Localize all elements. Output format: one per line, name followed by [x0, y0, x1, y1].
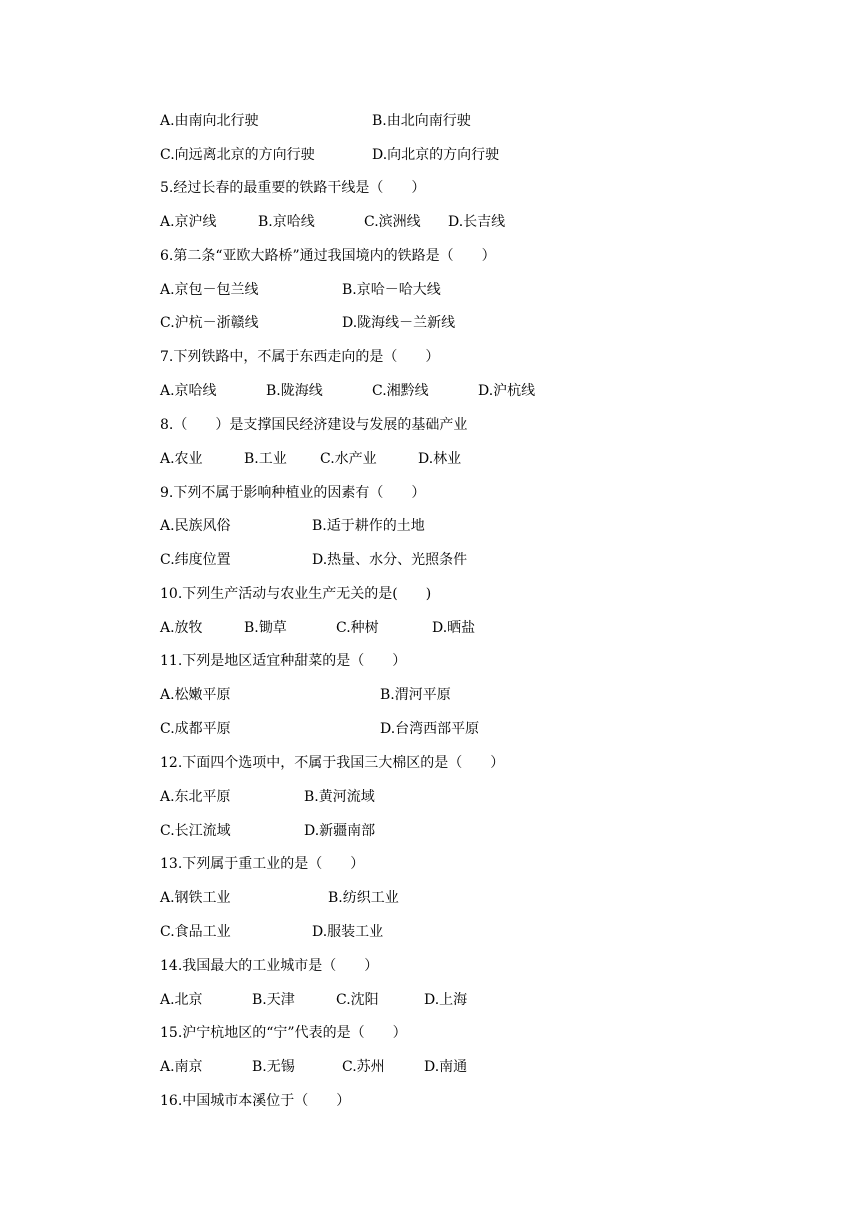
option-d: D.上海 [424, 992, 468, 1008]
question-text: 5.经过长春的最重要的铁路干线是（ ） [160, 180, 426, 196]
option-a: A.京沪线 [160, 214, 217, 230]
option-b: B.适于耕作的土地 [312, 518, 425, 534]
option-a: C.成都平原 [160, 721, 231, 737]
option-c: C.沈阳 [336, 992, 379, 1008]
option-b: B.无锡 [252, 1059, 295, 1075]
option-a: A.由南向北行驶 [160, 113, 259, 129]
option-c: C.湘黔线 [372, 383, 429, 399]
option-a: C.纬度位置 [160, 552, 231, 568]
option-b: B.陇海线 [266, 383, 323, 399]
option-a: A.京哈线 [160, 383, 217, 399]
option-c: C.种树 [336, 620, 379, 636]
option-c: C.水产业 [320, 451, 377, 467]
option-b: B.纺织工业 [328, 890, 399, 906]
option-a: A.北京 [160, 992, 203, 1008]
option-b: D.新疆南部 [304, 823, 376, 839]
option-a: C.向远离北京的方向行驶 [160, 147, 315, 163]
option-a: C.沪杭－浙赣线 [160, 315, 259, 331]
option-c: C.苏州 [342, 1059, 385, 1075]
question-text: 7.下列铁路中，不属于东西走向的是（ ） [160, 349, 440, 365]
question-text: 15.沪宁杭地区的“宁”代表的是（ ） [160, 1025, 407, 1041]
option-b: B.黄河流域 [304, 789, 375, 805]
option-b: D.陇海线－兰新线 [342, 315, 456, 331]
question-text: 8.（ ）是支撑国民经济建设与发展的基础产业 [160, 417, 468, 433]
option-b: B.渭河平原 [380, 687, 451, 703]
option-b: B.京哈－哈大线 [342, 282, 441, 298]
option-d: D.南通 [424, 1059, 468, 1075]
option-d: D.长吉线 [448, 214, 506, 230]
option-b: B.锄草 [244, 620, 287, 636]
option-c: C.滨洲线 [364, 214, 421, 230]
option-d: D.晒盐 [432, 620, 476, 636]
option-b: B.工业 [244, 451, 287, 467]
option-a: A.东北平原 [160, 789, 231, 805]
option-b: B.由北向南行驶 [372, 113, 471, 129]
option-a: A.钢铁工业 [160, 890, 231, 906]
option-b: D.热量、水分、光照条件 [312, 552, 468, 568]
option-a: C.食品工业 [160, 924, 231, 940]
question-text: 14.我国最大的工业城市是（ ） [160, 958, 379, 974]
option-a: A.南京 [160, 1059, 203, 1075]
option-a: A.放牧 [160, 620, 203, 636]
option-a: C.长江流域 [160, 823, 231, 839]
question-text: 13.下列属于重工业的是（ ） [160, 856, 365, 872]
option-a: A.农业 [160, 451, 203, 467]
option-b: D.台湾西部平原 [380, 721, 480, 737]
question-text: 11.下列是地区适宜种甜菜的是（ ） [160, 653, 407, 669]
question-text: 6.第二条“亚欧大路桥”通过我国境内的铁路是（ ） [160, 248, 496, 264]
option-b: B.天津 [252, 992, 295, 1008]
option-d: D.沪杭线 [478, 383, 536, 399]
option-b: D.向北京的方向行驶 [372, 147, 500, 163]
question-text: 9.下列不属于影响种植业的因素有（ ） [160, 485, 426, 501]
option-d: D.林业 [418, 451, 462, 467]
question-text: 12.下面四个选项中，不属于我国三大棉区的是（ ） [160, 755, 505, 771]
option-a: A.松嫩平原 [160, 687, 231, 703]
option-a: A.民族风俗 [160, 518, 231, 534]
question-text: 10.下列生产活动与农业生产无关的是( ) [160, 586, 432, 602]
option-b: D.服装工业 [312, 924, 384, 940]
question-text: 16.中国城市本溪位于（ ） [160, 1093, 351, 1109]
option-b: B.京哈线 [258, 214, 315, 230]
option-a: A.京包－包兰线 [160, 282, 259, 298]
